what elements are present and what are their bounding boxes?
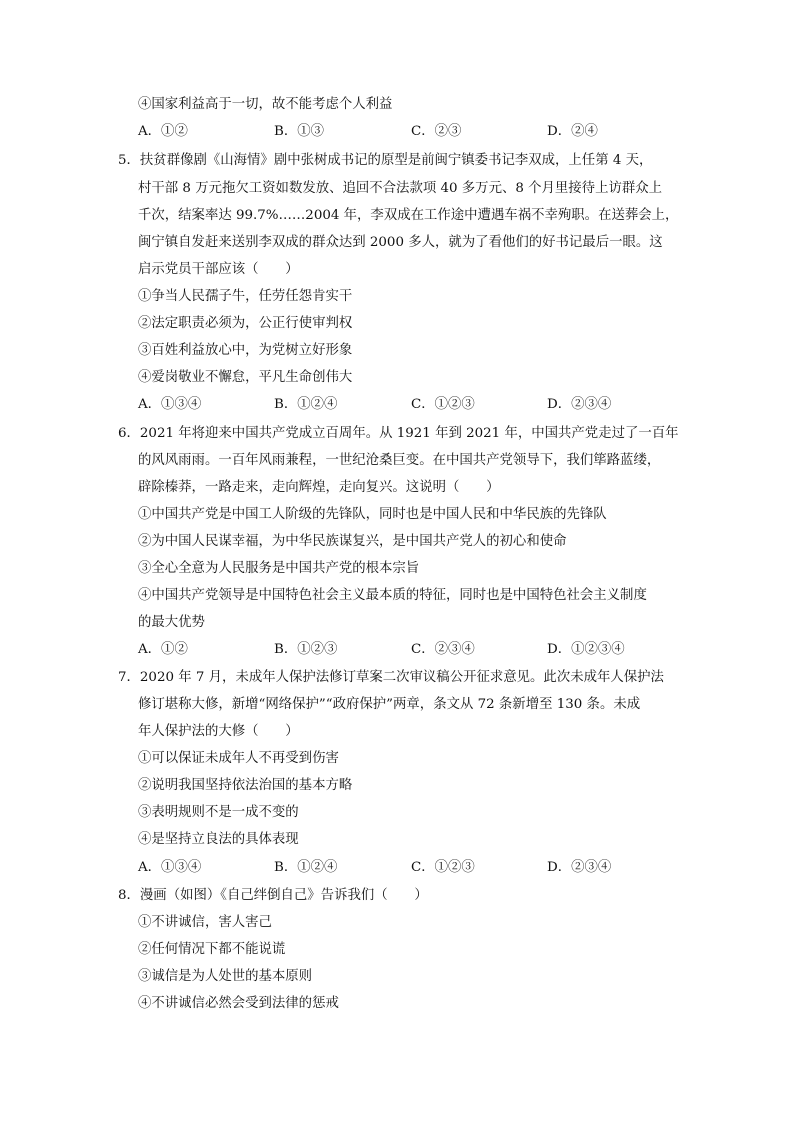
q6-item-4-continued: 的最大优势	[138, 615, 205, 630]
q8-stem-line: 8．漫画（如图）《自己绊倒自己》告诉我们（ ）	[118, 888, 428, 903]
q8-item-4: ④不讲诚信必然会受到法律的惩戒	[138, 996, 339, 1011]
q7-stem-line: 修订堪称大修，新增“网络保护”“政府保护”两章，条文从 72 条新增至 130 条。未成	[138, 697, 641, 712]
q6-stem-line: 的风风雨雨。一百年风雨兼程，一世纪沧桑巨变。在中国共产党领导下，我们筚路蓝缕，	[138, 453, 661, 468]
q5-stem-line: 启示党员干部应该（ ）	[138, 262, 299, 277]
q4-choice-d: D．②④	[547, 124, 598, 139]
q4-choice-b: B．①③	[274, 124, 325, 139]
q6-choice-b: B．①②③	[274, 642, 338, 657]
q5-stem-line: 闽宁镇自发赶来送别李双成的群众达到 2000 多人，就为了看他们的好书记最后一眼。这	[138, 235, 663, 250]
q8-item-1: ①不讲诚信，害人害己	[138, 915, 272, 930]
q8-item-2: ②任何情况下都不能说谎	[138, 942, 286, 957]
q6-item-3: ③全心全意为人民服务是中国共产党的根本宗旨	[138, 561, 420, 576]
q5-choice-a: A．①③④	[138, 397, 202, 412]
q5-stem-line: 千次，结案率达 99.7%……2004 年，李双成在工作途中遭遇车祸不幸殉职。在送葬会上，	[138, 208, 679, 223]
q4-choice-a: A．①②	[138, 124, 188, 139]
q7-choice-d: D．②③④	[547, 860, 612, 875]
q7-choice-c: C．①②③	[411, 860, 475, 875]
q5-choice-b: B．①②④	[274, 397, 338, 412]
q6-choice-a: A．①②	[138, 642, 188, 657]
q6-choice-c: C．②③④	[411, 642, 475, 657]
q5-item-3: ③百姓利益放心中，为党树立好形象	[138, 343, 353, 358]
q6-item-2: ②为中国人民谋幸福，为中华民族谋复兴，是中国共产党人的初心和使命	[138, 534, 567, 549]
q4-item-4: ④国家利益高于一切，故不能考虑个人利益	[138, 97, 393, 112]
q5-choice-d: D．②③④	[547, 397, 612, 412]
q5-stem-line: 5．扶贫群像剧《山海情》剧中张树成书记的原型是前闽宁镇委书记李双成，上任第 4 天，	[118, 153, 653, 168]
q7-item-4: ④是坚持立良法的具体表现	[138, 832, 299, 847]
q7-item-1: ①可以保证未成年人不再受到伤害	[138, 751, 339, 766]
q5-stem-line: 村干部 8 万元拖欠工资如数发放、追回不合法款项 40 多万元、8 个月里接待上访群众上	[138, 181, 663, 196]
q7-choice-a: A．①③④	[138, 860, 202, 875]
q7-choice-b: B．①②④	[274, 860, 338, 875]
q7-stem-line: 7．2020 年 7 月，未成年人保护法修订草案二次审议稿公开征求意见。此次未成年人保护法	[118, 670, 664, 685]
q5-item-2: ②法定职责必须为，公正行使审判权	[138, 316, 353, 331]
q5-item-4: ④爱岗敬业不懈怠，平凡生命创伟大	[138, 370, 353, 385]
q6-stem-line: 辟除榛莽，一路走来，走向辉煌，走向复兴。这说明（ ）	[138, 480, 500, 495]
q6-stem-line: 6．2021 年将迎来中国共产党成立百周年。从 1921 年到 2021 年，中国共产党走过了一百年	[118, 426, 679, 441]
q4-choice-c: C．②③	[411, 124, 462, 139]
q7-stem-line: 年人保护法的大修（ ）	[138, 724, 299, 739]
q7-item-2: ②说明我国坚持依法治国的基本方略	[138, 778, 353, 793]
q7-item-3: ③表明规则不是一成不变的	[138, 805, 299, 820]
q5-choice-c: C．①②③	[411, 397, 475, 412]
q6-item-1: ①中国共产党是中国工人阶级的先锋队，同时也是中国人民和中华民族的先锋队	[138, 507, 607, 522]
q5-item-1: ①争当人民孺子牛，任劳任怨肯实干	[138, 289, 353, 304]
q6-choice-d: D．①②③④	[547, 642, 625, 657]
q6-item-4: ④中国共产党领导是中国特色社会主义最本质的特征，同时也是中国特色社会主义制度	[138, 588, 647, 603]
q8-item-3: ③诚信是为人处世的基本原则	[138, 969, 313, 984]
